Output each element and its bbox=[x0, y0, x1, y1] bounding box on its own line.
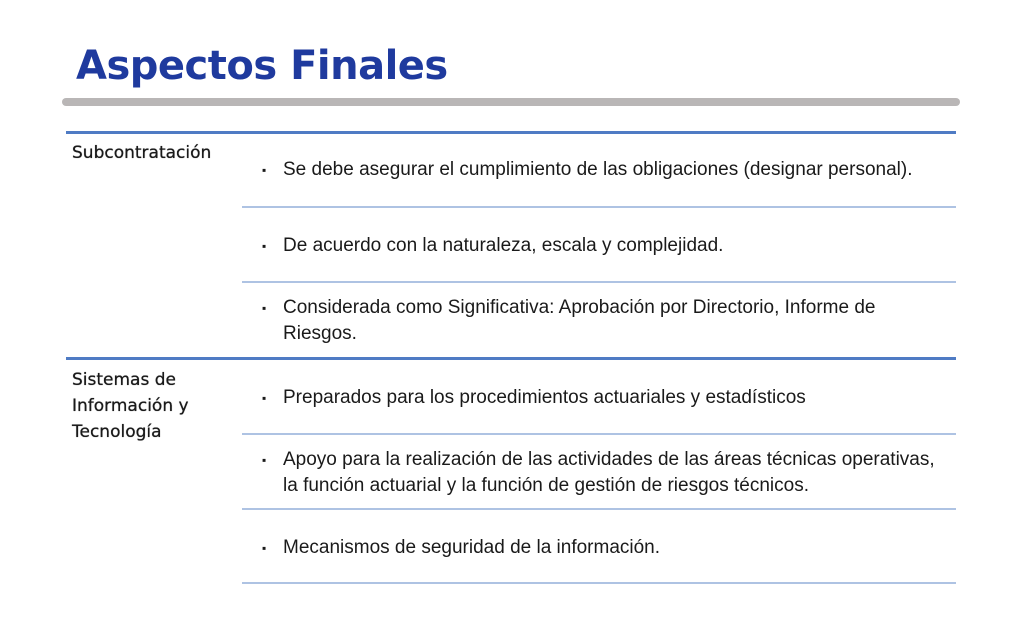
list-item-text: De acuerdo con la naturaleza, escala y complejidad. bbox=[283, 235, 724, 256]
list-item-text: Preparados para los procedimientos actuariales y estadísticos bbox=[283, 387, 806, 408]
list-item-text: Considerada como Significativa: Aprobación por Directorio, Informe de Riesgos. bbox=[283, 297, 876, 344]
slide-title: Aspectos Finales bbox=[76, 43, 448, 89]
list-item bbox=[262, 535, 942, 561]
list-item-text: Mecanismos de seguridad de la información. bbox=[283, 537, 661, 558]
row-divider bbox=[242, 206, 956, 208]
list-item-text: Se debe asegurar el cumplimiento de las obligaciones (designar personal). bbox=[283, 159, 913, 180]
row-divider bbox=[242, 281, 956, 283]
list-item-text: Apoyo para la realización de las actividades de las áreas técnicas operativas, la función actuarial y la función de gestión de riesgos técnicos. bbox=[283, 449, 935, 496]
bullet-icon: ▪ bbox=[262, 163, 267, 177]
title-divider bbox=[62, 98, 960, 106]
list-item bbox=[262, 385, 942, 411]
list-item bbox=[262, 233, 942, 259]
section-divider bbox=[66, 357, 956, 360]
bullet-icon: ▪ bbox=[262, 239, 267, 253]
bullet-icon: ▪ bbox=[262, 453, 267, 467]
list-item bbox=[262, 157, 942, 183]
bullet-icon: ▪ bbox=[262, 391, 267, 405]
row-divider bbox=[242, 433, 956, 435]
list-item bbox=[262, 295, 942, 347]
list-item bbox=[262, 447, 942, 499]
bullet-icon: ▪ bbox=[262, 541, 267, 555]
row-divider bbox=[242, 582, 956, 584]
section-label-subcontratacion: Subcontratación bbox=[72, 143, 212, 163]
bullet-icon: ▪ bbox=[262, 301, 267, 315]
row-divider bbox=[242, 508, 956, 510]
section-divider bbox=[66, 131, 956, 134]
section-label-sistemas: Sistemas de Información y Tecnología bbox=[72, 370, 189, 442]
